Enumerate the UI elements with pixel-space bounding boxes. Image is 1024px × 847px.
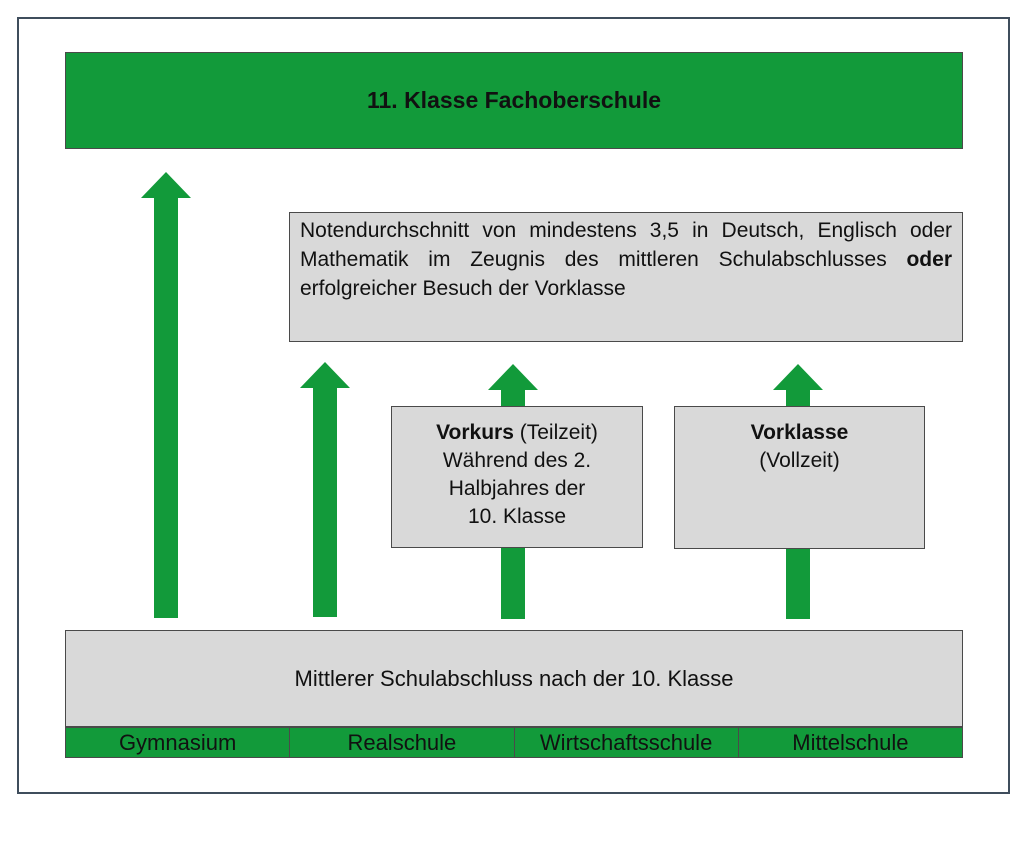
requirement-box [289,212,963,342]
requirement-text-after: erfolgreicher Besuch der Vorklasse [300,277,626,300]
arrow-head [141,172,191,198]
school-gymnasium: Gymnasium [66,728,290,757]
vorkurs-title-suffix: (Teilzeit) [513,421,598,444]
school-types-bar [65,727,963,758]
arrow-shaft [313,387,337,617]
vorkurs-box [391,406,643,548]
school-mittelschule: Mittelschule [792,729,909,755]
vorkurs-title: Vorkurs [436,421,514,444]
vorkurs-line4: 10. Klasse [467,505,567,528]
mittlerer-schulabschluss-box [65,630,963,727]
vorklasse-title: Vorklasse [750,421,849,444]
requirement-text-before: Notendurchschnitt von mindestens 3,5 in Deutsch, Englisch oder Mathematik im Zeugnis des mittleren Schulabschlusses [300,219,952,271]
vorklasse-box [674,406,925,549]
arrow-head [488,364,538,390]
school-wirtschaftsschule: Wirtschaftsschule [515,728,739,757]
vorkurs-line2: Während des 2. [442,449,592,472]
arrow-shaft [154,197,178,618]
fachoberschule-label: 11. Klasse Fachoberschule [366,87,662,113]
school-realschule: Realschule [290,728,514,757]
vorkurs-line3: Halbjahres der [448,477,586,500]
vorklasse-subtitle: (Vollzeit) [759,449,840,472]
arrow-head [773,364,823,390]
mittlerer-schulabschluss-label: Mittlerer Schulabschluss nach der 10. Klasse [294,665,734,691]
arrow-head [300,362,350,388]
fachoberschule-box [65,52,963,149]
vorkurs-title-line [392,419,642,447]
requirement-emphasis: oder [906,248,952,271]
